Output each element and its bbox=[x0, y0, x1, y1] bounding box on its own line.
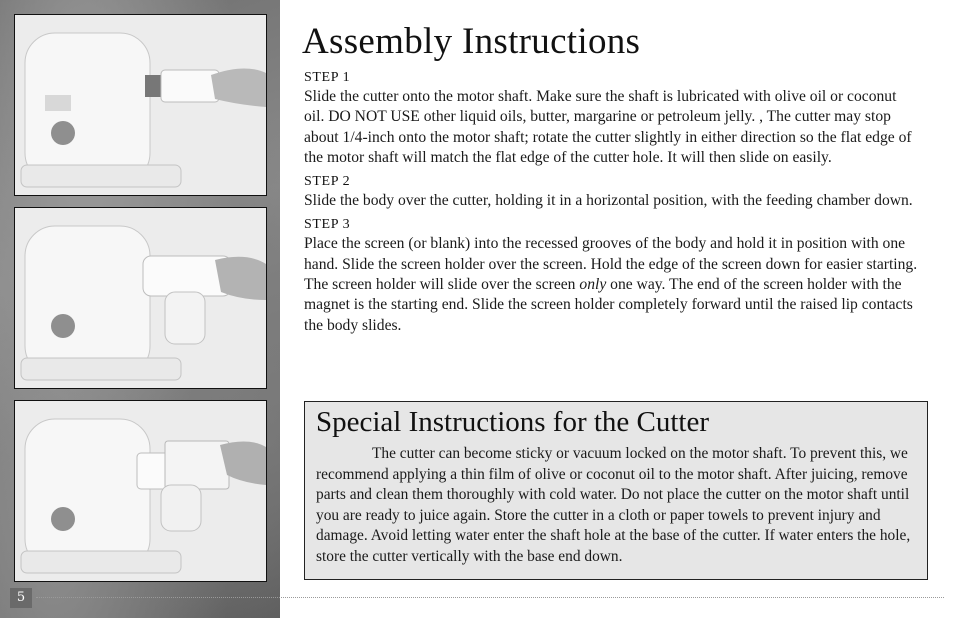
step-text: Slide the body over the cutter, holding it in a horizontal position, with the feeding chamber down. bbox=[304, 192, 913, 210]
step-label: STEP 3 bbox=[304, 217, 351, 233]
page-title: Assembly Instructions bbox=[302, 21, 641, 62]
step3-photo bbox=[14, 400, 267, 582]
step-label: STEP 2 bbox=[304, 174, 351, 190]
juicer-cutter-illustration bbox=[15, 15, 266, 195]
photo-column bbox=[0, 0, 280, 618]
special-instructions-title: Special Instructions for the Cutter bbox=[316, 406, 710, 438]
step-2 bbox=[304, 174, 919, 211]
step-text: Slide the cutter onto the motor shaft. Make sure the shaft is lubricated with olive oil or coconut oil. DO NOT USE other liquid oils, butter, margarine or petroleum jelly. , The cutter may stop about 1/4-inch onto the motor shaft; rotate the cutter slightly in either direction so the flat edge of the motor shaft will match the flat edge of the cutter hole. It will then slide on easily. bbox=[304, 88, 912, 166]
juicer-screen-illustration bbox=[15, 401, 266, 581]
special-instructions-box bbox=[304, 401, 928, 580]
step-text-part: Place the screen (or blank) into the recessed grooves of the body and hold it in position with one hand. Slide the screen holder over the screen. Hold the edge of the screen down for easier starting. The screen holder will slide over the screen bbox=[304, 235, 918, 294]
special-instructions-text: The cutter can become sticky or vacuum locked on the motor shaft. To prevent this, we recommend applying a thin film of olive or coconut oil to the motor shaft. After juicing, remove parts and clean them thoroughly with cold water. Do not place the cutter on the motor shaft until you are ready to juice again. Store the cutter in a cloth or paper towels to prevent injury and damage. Avoid letting water enter the shaft hole at the base of the cutter. If water enters the hole, store the cutter vertically with the base end down. bbox=[316, 445, 911, 565]
step2-photo bbox=[14, 207, 267, 389]
step-text-part: one way. The end of the screen holder with the magnet is the starting end. Slide the screen holder completely forward until the raised lip contacts the body slides. bbox=[304, 276, 913, 334]
step-3 bbox=[304, 217, 919, 335]
step-label: STEP 1 bbox=[304, 70, 351, 85]
footer-dotted-rule bbox=[36, 597, 944, 598]
step-text-emphasis: only bbox=[579, 276, 607, 294]
steps-section bbox=[304, 70, 919, 342]
step1-photo bbox=[14, 14, 267, 196]
page-number: 5 bbox=[10, 588, 32, 608]
step-text bbox=[304, 234, 919, 335]
step-1 bbox=[304, 70, 919, 168]
juicer-body-illustration bbox=[15, 208, 266, 388]
